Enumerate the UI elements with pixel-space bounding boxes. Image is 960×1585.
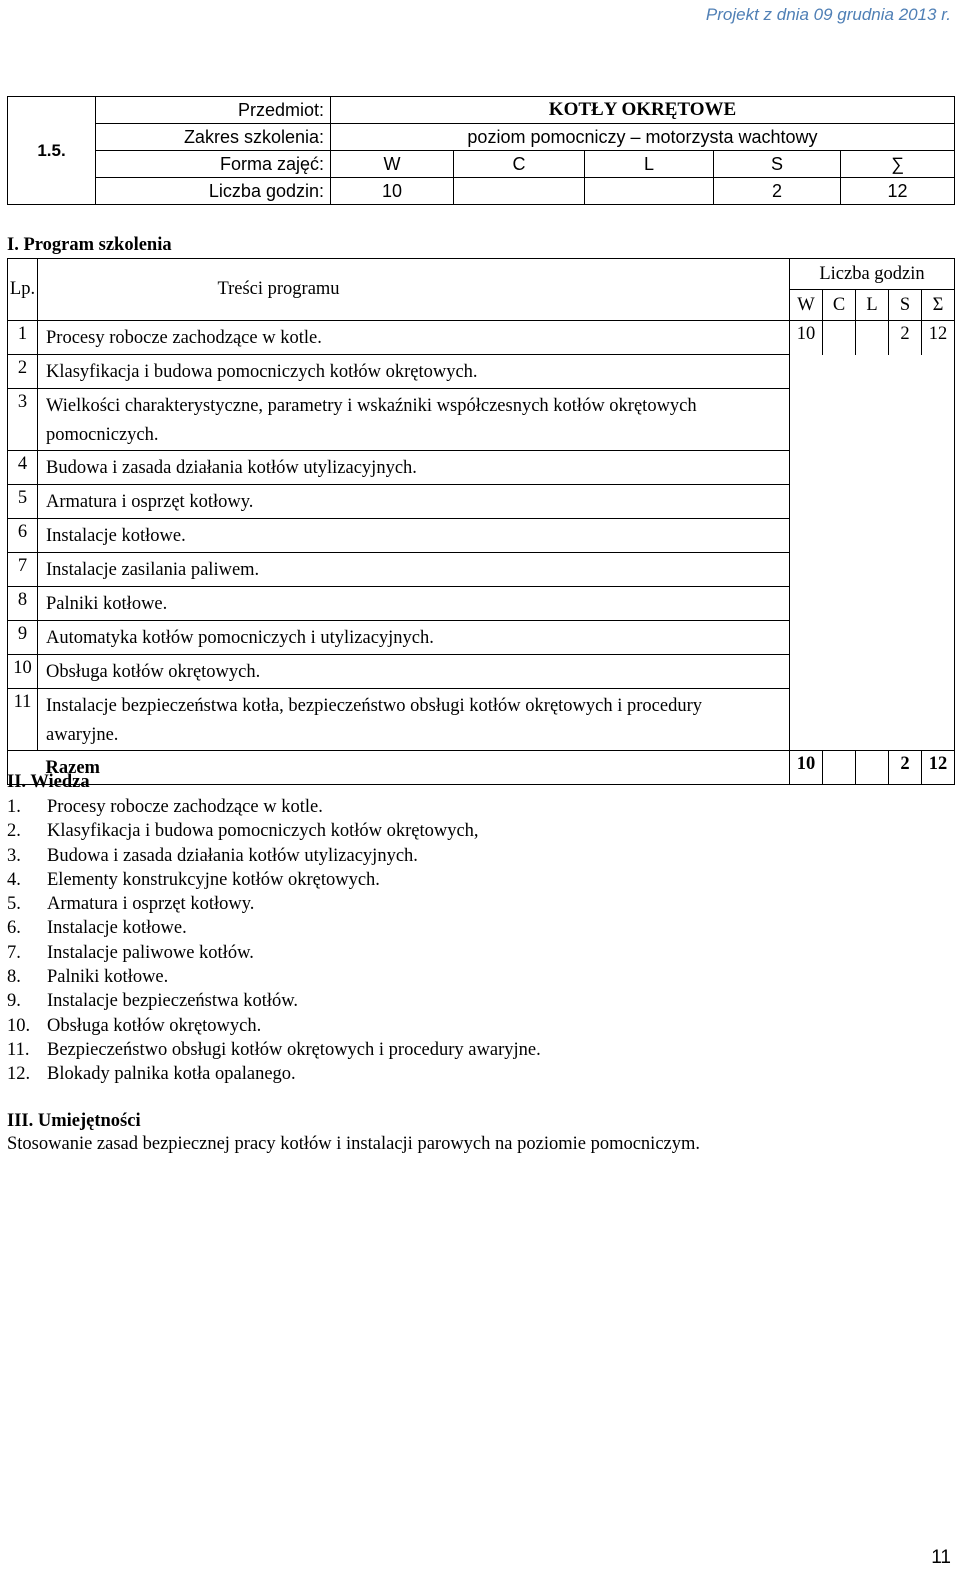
- row-lp: 7: [8, 553, 38, 587]
- knowledge-title: II. Wiedza: [7, 772, 90, 792]
- program-table: [7, 258, 955, 785]
- hour-col-c: C: [823, 290, 856, 321]
- list-item: 12. Blokady palnika kotła opalanego.: [7, 1064, 296, 1085]
- list-item: 6. Instalacje kotłowe.: [7, 918, 187, 939]
- table-row: [8, 355, 955, 389]
- row-text: Automatyka kotłów pomocniczych i utylizacyjnych.: [38, 621, 790, 655]
- subject-info-table: [7, 96, 955, 205]
- row-hours-sum: 12: [922, 321, 955, 355]
- col-content-header: Treści programu: [38, 259, 790, 321]
- list-item: 10. Obsługa kotłów okrętowych.: [7, 1015, 262, 1036]
- hour-col-l: L: [856, 290, 889, 321]
- program-title: I. Program szkolenia: [7, 235, 172, 255]
- subject-label: Przedmiot:: [96, 97, 331, 124]
- form-l: L: [585, 151, 714, 178]
- row-text: Klasyfikacja i budowa pomocniczych kotłów okrętowych.: [38, 355, 790, 389]
- row-hours-s: 2: [889, 321, 922, 355]
- row-text: Armatura i osprzęt kotłowy.: [38, 485, 790, 519]
- hour-col-s: S: [889, 290, 922, 321]
- list-item: 1. Procesy robocze zachodzące w kotle.: [7, 797, 323, 817]
- row-text: Palniki kotłowe.: [38, 587, 790, 621]
- skills-text: Stosowanie zasad bezpiecznej pracy kotłów i instalacji parowych na poziomie pomocniczym.: [7, 1134, 701, 1154]
- row-lp: 1: [8, 321, 38, 355]
- hours-c: [454, 178, 585, 205]
- hours-sum: 12: [841, 178, 955, 205]
- form-w: W: [331, 151, 454, 178]
- row-text: Procesy robocze zachodzące w kotle.: [38, 321, 790, 355]
- row-hours-l: [856, 321, 889, 355]
- row-text: Wielkości charakterystyczne, parametry i wskaźniki współczesnych kotłów okrętowych pomocniczych.: [38, 389, 790, 451]
- total-l: [856, 751, 889, 785]
- row-lp: 5: [8, 485, 38, 519]
- table-row: [8, 321, 955, 355]
- row-text: Obsługa kotłów okrętowych.: [38, 655, 790, 689]
- hour-col-sum: Σ: [922, 290, 955, 321]
- subject-name: KOTŁY OKRĘTOWE: [331, 97, 955, 124]
- total-s: 2: [889, 751, 922, 785]
- hours-merged-cell: [790, 355, 955, 751]
- row-text: Instalacje kotłowe.: [38, 519, 790, 553]
- list-item: 4. Elementy konstrukcyjne kotłów okrętowych.: [7, 869, 380, 890]
- page-number: 11: [931, 1547, 951, 1568]
- list-item: 2. Klasyfikacja i budowa pomocniczych kotłów okrętowych,: [7, 821, 479, 842]
- total-row: [8, 751, 955, 785]
- row-lp: 11: [8, 689, 38, 751]
- form-label: Forma zajęć:: [96, 151, 331, 178]
- row-hours-c: [823, 321, 856, 355]
- section-number: 1.5.: [8, 97, 96, 205]
- row-lp: 6: [8, 519, 38, 553]
- row-text: Instalacje zasilania paliwem.: [38, 553, 790, 587]
- list-item: 11. Bezpieczeństwo obsługi kotłów okrętowych i procedury awaryjne.: [7, 1039, 541, 1060]
- row-text: Instalacje bezpieczeństwa kotła, bezpieczeństwo obsługi kotłów okrętowych i procedury awaryjne.: [38, 689, 790, 751]
- list-item: 5. Armatura i osprzęt kotłowy.: [7, 894, 255, 915]
- row-text: Budowa i zasada działania kotłów utylizacyjnych.: [38, 451, 790, 485]
- hours-label: Liczba godzin:: [96, 178, 331, 205]
- list-item: 3. Budowa i zasada działania kotłów utylizacyjnych.: [7, 845, 418, 866]
- row-hours-w: 10: [790, 321, 823, 355]
- list-item: 7. Instalacje paliwowe kotłów.: [7, 942, 254, 963]
- total-sum: 12: [922, 751, 955, 785]
- form-sum: ∑: [841, 151, 955, 178]
- hours-w: 10: [331, 178, 454, 205]
- scope-value: poziom pomocniczy – motorzysta wachtowy: [331, 124, 955, 151]
- hours-s: 2: [714, 178, 841, 205]
- hours-l: [585, 178, 714, 205]
- row-lp: 9: [8, 621, 38, 655]
- list-item: 8. Palniki kotłowe.: [7, 967, 169, 988]
- total-c: [823, 751, 856, 785]
- total-label: Razem: [38, 751, 790, 785]
- document-header-note: Projekt z dnia 09 grudnia 2013 r.: [705, 5, 951, 24]
- row-lp: 8: [8, 587, 38, 621]
- list-item: 9. Instalacje bezpieczeństwa kotłów.: [7, 991, 299, 1012]
- row-lp: 4: [8, 451, 38, 485]
- row-lp: 10: [8, 655, 38, 689]
- hour-col-w: W: [790, 290, 823, 321]
- col-hours-header: Liczba godzin: [790, 259, 955, 290]
- col-lp-header: Lp.: [8, 259, 38, 321]
- form-c: C: [454, 151, 585, 178]
- scope-label: Zakres szkolenia:: [96, 124, 331, 151]
- skills-title: III. Umiejętności: [7, 1111, 141, 1131]
- knowledge-list: [7, 795, 541, 1087]
- form-s: S: [714, 151, 841, 178]
- row-lp: 3: [8, 389, 38, 451]
- row-lp: 2: [8, 355, 38, 389]
- total-w: 10: [790, 751, 823, 785]
